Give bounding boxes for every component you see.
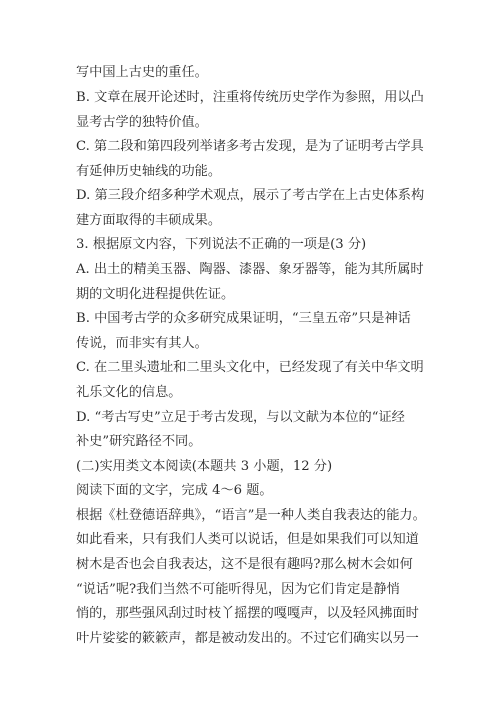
text-line: A. 出土的精美玉器、陶器、漆器、象牙器等，能为其所属时 <box>76 262 424 277</box>
text-line: 传说，而非实有其人。 <box>76 336 208 351</box>
text-line: 如此看来，只有我们人类可以说话，但是如果我们可以知道 <box>76 532 419 547</box>
text-line: 叶片娑娑的簌簌声，都是被动发出的。不过它们确实以另一 <box>76 631 419 646</box>
instruction-line: 阅读下面的文字，完成 4～6 题。 <box>76 483 273 498</box>
text-line: 建方面取得的丰硕成果。 <box>76 213 222 228</box>
text-line: 补史”研究路径不同。 <box>76 434 202 449</box>
text-line: B. 中国考古学的众多研究成果证明，“三皇五帝”只是神话 <box>76 311 411 326</box>
text-line: 有延伸历史轴线的功能。 <box>76 164 222 179</box>
text-line: C. 在二里头遗址和二里头文化中，已经发现了有关中华文明 <box>76 360 424 375</box>
question-heading: 3. 根据原文内容，下列说法不正确的一项是(3 分) <box>76 237 367 252</box>
text-line: 悄的，那些强风刮过时枝丫摇摆的嘎嘎声，以及轻风拂面时 <box>76 606 419 621</box>
text-line: “说话”呢?我们当然不可能听得见，因为它们肯定是静悄 <box>76 582 400 597</box>
text-line: C. 第二段和第四段列举诸多考古发现，是为了证明考古学具 <box>76 139 424 154</box>
text-line: B. 文章在展开论述时，注重将传统历史学作为参照，用以凸 <box>76 90 424 105</box>
text-line: 显考古学的独特价值。 <box>76 115 208 130</box>
text-line: 礼乐文化的信息。 <box>76 385 182 400</box>
text-line: 写中国上古史的重任。 <box>76 65 208 80</box>
text-line: 树木是否也会自我表达，这不是很有趣吗?那么树木会如何 <box>76 557 413 572</box>
text-line: D. 第三段介绍多种学术观点，展示了考古学在上古史体系构 <box>76 188 425 203</box>
text-line: 根据《杜登德语辞典》，“语言”是一种人类自我表达的能力。 <box>76 508 426 523</box>
text-line: 期的文明化进程提供佐证。 <box>76 287 235 302</box>
text-line: D. “考古写史”立足于考古发现，与以文献为本位的“证经 <box>76 410 405 425</box>
section-heading: (二)实用类文本阅读(本题共 3 小题，12 分) <box>76 459 333 474</box>
